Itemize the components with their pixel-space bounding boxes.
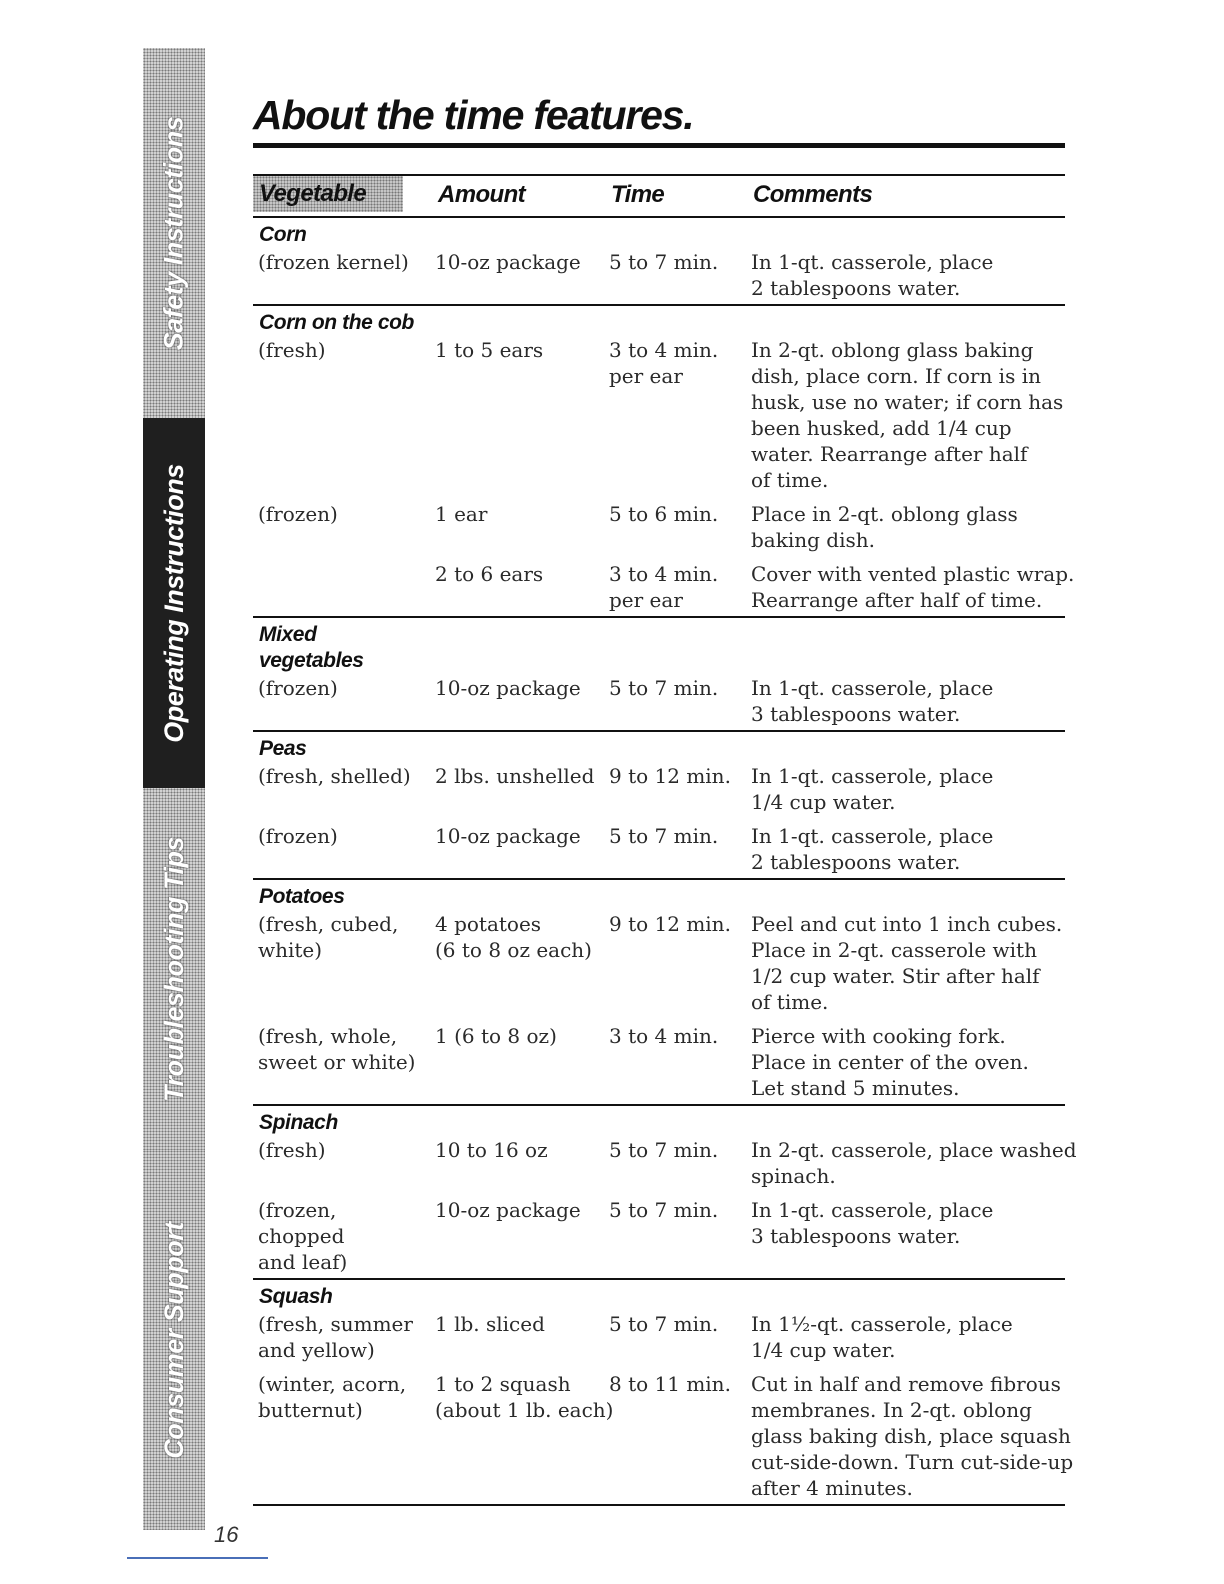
cell-time-line: 3 to 4 min. [609, 338, 719, 362]
cell-comments [751, 1197, 1065, 1275]
cell-vegetable-form [253, 823, 433, 875]
cell-time-line: 9 to 12 min. [609, 912, 731, 936]
cell-vegetable-form-line: (fresh, cubed, [258, 912, 399, 936]
vegetable-name: Potatoes [259, 885, 345, 908]
side-tab-safety-instructions[interactable] [143, 48, 205, 418]
table-row [253, 561, 1075, 613]
table-row [253, 1023, 1065, 1101]
cell-comments [751, 763, 1065, 815]
cell-vegetable-form [253, 1023, 433, 1101]
cell-comments-line: glass baking dish, place squash [751, 1424, 1071, 1448]
cell-comments-line: Place in 2-qt. oblong glass [751, 502, 1018, 526]
cell-comments-line: 2 tablespoons water. [751, 276, 961, 300]
cell-time-line: 5 to 7 min. [609, 676, 719, 700]
cell-time-line: 5 to 7 min. [609, 1312, 719, 1336]
cell-amount [433, 249, 606, 301]
cell-comments-line: In 1-qt. casserole, place [751, 824, 994, 848]
cell-vegetable-form [253, 1311, 433, 1363]
cell-vegetable-form-line [258, 561, 433, 587]
cell-vegetable-form-line: (frozen) [258, 676, 338, 700]
cell-time [606, 1023, 751, 1101]
cell-comments-line: baking dish. [751, 528, 875, 552]
vegetable-group [253, 880, 1065, 1106]
cell-comments [751, 1371, 1074, 1501]
cell-time [606, 675, 751, 727]
page-number: 16 [214, 1522, 239, 1547]
cell-vegetable-form [253, 1197, 433, 1275]
cell-amount-line: 1 (6 to 8 oz) [435, 1024, 557, 1048]
cell-comments-line: dish, place corn. If corn is in [751, 364, 1041, 388]
table-row [253, 823, 1065, 875]
cell-vegetable-form [253, 1137, 433, 1189]
vegetable-group [253, 1280, 1074, 1506]
cell-comments-line: In 1-qt. casserole, place [751, 764, 994, 788]
cell-amount [433, 675, 606, 727]
vegetable-group [253, 618, 1065, 732]
footer-line [127, 1557, 268, 1559]
cell-vegetable-form [253, 911, 433, 1015]
cell-comments-line: Let stand 5 minutes. [751, 1076, 960, 1100]
side-tab-label: Operating Instructions [158, 463, 189, 743]
cell-vegetable-form-line: butternut) [258, 1398, 363, 1422]
cell-amount-line: 10-oz package [435, 1198, 581, 1222]
cell-vegetable-form-line: (fresh, shelled) [258, 764, 411, 788]
cell-time-line: per ear [609, 588, 683, 612]
cell-time-line: 5 to 7 min. [609, 824, 719, 848]
cell-amount [433, 1371, 614, 1501]
cell-time-line: 9 to 12 min. [609, 764, 731, 788]
cell-amount-line: 1 to 2 squash [435, 1372, 571, 1396]
cell-time [606, 1371, 751, 1501]
cell-comments-line: 3 tablespoons water. [751, 702, 961, 726]
cell-amount [433, 1023, 606, 1101]
cell-time-line: 5 to 7 min. [609, 1138, 719, 1162]
cell-comments-line: Place in center of the oven. [751, 1050, 1029, 1074]
cell-comments-line: Cut in half and remove fibrous [751, 1372, 1061, 1396]
cell-amount [433, 501, 606, 553]
cell-time-line: 5 to 6 min. [609, 502, 719, 526]
cell-comments-line: cut-side-down. Turn cut-side-up [751, 1450, 1074, 1474]
header-comments: Comments [753, 181, 873, 208]
cell-comments-line: Pierce with cooking fork. [751, 1024, 1006, 1048]
cell-comments-line: 1/4 cup water. [751, 1338, 896, 1362]
cell-vegetable-form-line: and leaf) [258, 1250, 348, 1274]
vegetable-group [253, 218, 1065, 306]
cell-comments [751, 911, 1065, 1015]
cell-amount-line: (about 1 lb. each) [435, 1398, 614, 1422]
cell-time-line: 3 to 4 min. [609, 1024, 719, 1048]
cell-amount [433, 1137, 606, 1189]
cell-comments-line: 1/2 cup water. Stir after half [751, 964, 1040, 988]
cell-amount [433, 911, 606, 1015]
table-row [253, 337, 1065, 493]
cell-comments-line: In 1-qt. casserole, place [751, 250, 994, 274]
cell-amount [433, 561, 606, 613]
cell-comments-line: In 1-qt. casserole, place [751, 676, 994, 700]
vegetable-name: Corn on the cob [259, 311, 414, 334]
cell-vegetable-form [253, 1371, 433, 1501]
cell-amount [433, 763, 606, 815]
cell-amount-line: 10-oz package [435, 250, 581, 274]
cell-amount-line: 10-oz package [435, 824, 581, 848]
vegetable-name: Peas [259, 737, 307, 760]
side-tab-operating-instructions[interactable] [143, 418, 205, 788]
cell-comments [751, 1311, 1065, 1363]
cell-comments-line: Cover with vented plastic wrap. [751, 562, 1075, 586]
cell-comments-line: been husked, add 1/4 cup [751, 416, 1012, 440]
cell-vegetable-form-line: (winter, acorn, [258, 1372, 407, 1396]
table-row [253, 675, 1065, 727]
cell-amount-line: 1 ear [435, 502, 488, 526]
cell-amount-line: 1 lb. sliced [435, 1312, 545, 1336]
vegetable-name: Corn [259, 223, 307, 246]
cell-comments-line: Rearrange after half of time. [751, 588, 1043, 612]
cell-comments-line: membranes. In 2-qt. oblong [751, 1398, 1032, 1422]
side-tab-label: Safety Instructions [158, 116, 189, 350]
cell-vegetable-form [253, 337, 433, 493]
cell-vegetable-form-line: (frozen) [258, 824, 338, 848]
cell-comments-line: water. Rearrange after half [751, 442, 1028, 466]
vegetable-cooking-table [253, 174, 1077, 1506]
table-row [253, 1197, 1065, 1275]
cell-comments [751, 1137, 1077, 1189]
table-row [253, 1371, 1074, 1501]
side-tab-label: Troubleshooting Tips [158, 836, 189, 1102]
cell-comments-line: 2 tablespoons water. [751, 850, 961, 874]
cell-vegetable-form [253, 763, 433, 815]
side-tab-consumer-support[interactable] [143, 1150, 205, 1530]
cell-amount-line: 4 potatoes [435, 912, 542, 936]
cell-time [606, 911, 751, 1015]
cell-comments-line: of time. [751, 990, 829, 1014]
page-title: About the time features. [253, 92, 694, 138]
cell-comments [751, 501, 1065, 553]
cell-comments [751, 1023, 1065, 1101]
cell-time-line: 3 to 4 min. [609, 562, 719, 586]
cell-time-line: per ear [609, 364, 683, 388]
table-header [253, 174, 1065, 218]
cell-comments-line: of time. [751, 468, 829, 492]
table-body [253, 218, 1077, 1506]
table-row [253, 763, 1065, 815]
cell-time [606, 763, 751, 815]
cell-comments [751, 823, 1065, 875]
table-row [253, 249, 1065, 301]
cell-time [606, 501, 751, 553]
cell-vegetable-form-line: sweet or white) [258, 1050, 416, 1074]
cell-time [606, 823, 751, 875]
cell-time-line: 8 to 11 min. [609, 1372, 731, 1396]
cell-vegetable-form-line: chopped [258, 1224, 345, 1248]
table-row [253, 1311, 1065, 1363]
vegetable-name: Mixed vegetables [259, 623, 364, 672]
cell-comments-line: In 1½-qt. casserole, place [751, 1312, 1013, 1336]
cell-amount [433, 337, 606, 493]
cell-time [606, 249, 751, 301]
vegetable-group [253, 732, 1065, 880]
cell-comments-line: 1/4 cup water. [751, 790, 896, 814]
table-row [253, 911, 1065, 1015]
cell-time [606, 1197, 751, 1275]
cell-comments-line: husk, use no water; if corn has [751, 390, 1064, 414]
cell-vegetable-form-line: (frozen) [258, 502, 338, 526]
cell-vegetable-form [253, 249, 433, 301]
cell-comments-line: Place in 2-qt. casserole with [751, 938, 1037, 962]
cell-comments [751, 675, 1065, 727]
cell-vegetable-form-line: (frozen kernel) [258, 250, 409, 274]
cell-vegetable-form-line: and yellow) [258, 1338, 375, 1362]
cell-amount [433, 1311, 606, 1363]
cell-time [606, 1311, 751, 1363]
cell-amount-line: 2 to 6 ears [435, 562, 544, 586]
cell-vegetable-form [253, 561, 433, 613]
cell-vegetable-form-line: (frozen, [258, 1198, 337, 1222]
cell-time [606, 1137, 751, 1189]
cell-vegetable-form-line: (fresh) [258, 338, 326, 362]
side-tab-troubleshooting-tips[interactable] [143, 788, 205, 1150]
cell-time-line: 5 to 7 min. [609, 1198, 719, 1222]
cell-comments-line: In 2-qt. oblong glass baking [751, 338, 1034, 362]
cell-amount-line: 10 to 16 oz [435, 1138, 548, 1162]
cell-amount-line: 1 to 5 ears [435, 338, 544, 362]
section-tab-bar [143, 48, 205, 1530]
cell-comments-line: In 1-qt. casserole, place [751, 1198, 994, 1222]
cell-comments-line: Peel and cut into 1 inch cubes. [751, 912, 1063, 936]
cell-amount [433, 823, 606, 875]
cell-time [606, 561, 751, 613]
table-row [253, 501, 1065, 553]
cell-comments-line: after 4 minutes. [751, 1476, 913, 1500]
vegetable-group [253, 306, 1075, 618]
cell-time [606, 337, 751, 493]
cell-vegetable-form-line: (fresh, whole, [258, 1024, 398, 1048]
cell-comments-line: spinach. [751, 1164, 836, 1188]
cell-comments-line: In 2-qt. casserole, place washed [751, 1138, 1077, 1162]
cell-amount-line: 10-oz package [435, 676, 581, 700]
cell-comments-line: 3 tablespoons water. [751, 1224, 961, 1248]
vegetable-name: Spinach [259, 1111, 338, 1134]
cell-time-line: 5 to 7 min. [609, 250, 719, 274]
header-time: Time [611, 181, 665, 208]
header-vegetable: Vegetable [253, 176, 403, 212]
cell-vegetable-form-line: (fresh, summer [258, 1312, 413, 1336]
cell-vegetable-form [253, 501, 433, 553]
side-tab-label: Consumer Support [158, 1221, 189, 1459]
cell-vegetable-form [253, 675, 433, 727]
table-row [253, 1137, 1077, 1189]
cell-comments [751, 337, 1065, 493]
cell-amount-line: (6 to 8 oz each) [435, 938, 592, 962]
cell-vegetable-form-line: white) [258, 938, 323, 962]
title-rule [253, 143, 1065, 148]
cell-amount [433, 1197, 606, 1275]
vegetable-group [253, 1106, 1077, 1280]
header-amount: Amount [438, 181, 526, 208]
cell-amount-line: 2 lbs. unshelled [435, 764, 595, 788]
vegetable-name: Squash [259, 1285, 333, 1308]
cell-vegetable-form-line: (fresh) [258, 1138, 326, 1162]
cell-comments [751, 249, 1065, 301]
cell-comments [751, 561, 1075, 613]
